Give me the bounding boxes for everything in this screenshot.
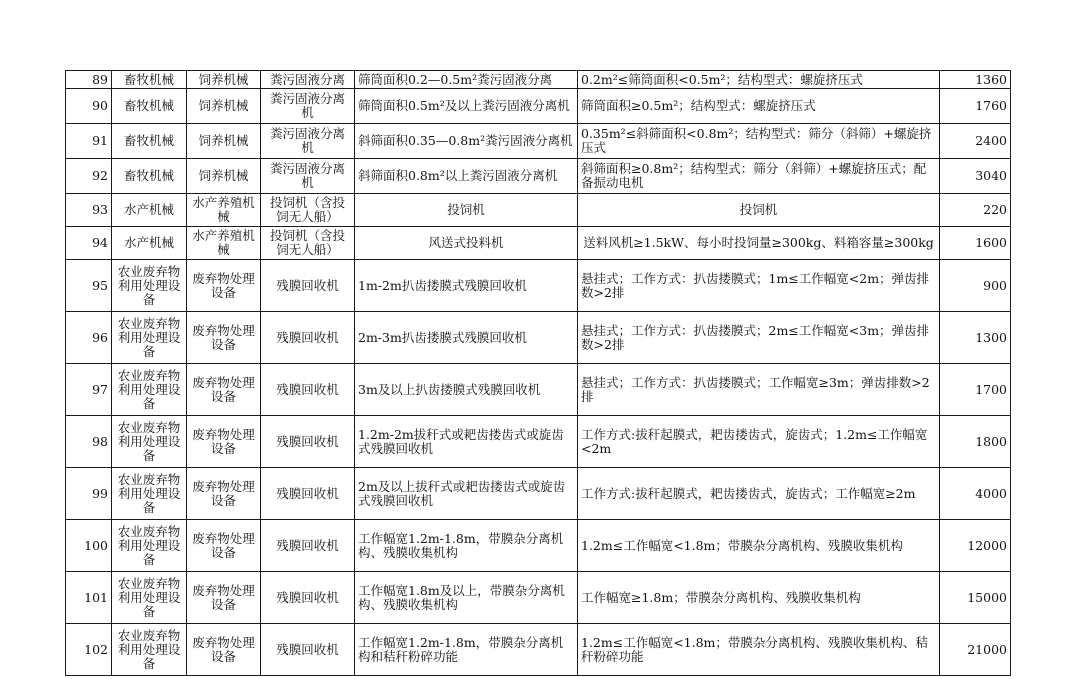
grade-cell [355,159,578,194]
grade-text: 工作幅宽1.8m及以上，带膜杂分离机构、残膜收集机构 [358,583,565,612]
amount-text: 900 [983,278,1007,293]
grade-cell [355,227,578,260]
row-number-text: 94 [92,236,108,250]
subcategory-cell [187,159,261,194]
table-row [66,159,1011,194]
subcategory-text: 废弃物处理设备 [192,427,255,456]
amount-cell [940,159,1011,194]
subcategory-cell [187,312,261,364]
amount-text: 15000 [967,590,1007,605]
spec-text: 0.35m²≤斜筛面积<0.8m²；结构型式：筛分（斜筛）+螺旋挤压式 [581,127,932,155]
table-row [66,520,1011,572]
category-cell [112,312,187,364]
category-text: 农业废弃物利用处理设备 [117,368,181,411]
item-cell [261,416,355,468]
item-cell [261,260,355,312]
row-number-text: 92 [92,169,108,183]
spec-text: 投饲机 [739,203,778,217]
category-cell [112,124,187,159]
grade-text: 风送式投料机 [428,236,504,250]
table-row [66,124,1011,159]
grade-cell [355,312,578,364]
item-text: 粪污固液分离机 [269,92,345,120]
row-number-text: 97 [92,382,108,397]
subcategory-text: 水产养殖机械 [192,229,255,257]
amount-cell [940,520,1011,572]
grade-text: 1.2m-2m拔秆式或耙齿搂齿式或旋齿式残膜回收机 [358,427,564,456]
amount-text: 3040 [975,169,1007,183]
item-cell [261,364,355,416]
row-number-text: 99 [92,486,108,501]
row-number-text: 95 [92,278,108,293]
amount-text: 2400 [975,134,1007,148]
row-number-cell [66,572,112,624]
category-text: 农业废弃物利用处理设备 [117,264,181,307]
row-number-cell [66,364,112,416]
grade-cell [355,416,578,468]
grade-cell [355,260,578,312]
spec-cell [578,159,940,194]
item-cell [261,572,355,624]
spec-text: 工作方式:拔秆起膜式，耙齿搂齿式，旋齿式；1.2m≤工作幅宽<2m [581,427,928,456]
row-number-text: 101 [84,590,108,605]
amount-cell [940,572,1011,624]
item-cell [261,468,355,520]
row-number-cell [66,159,112,194]
item-text: 粪污固液分离 [269,72,345,87]
subcategory-cell [187,624,261,676]
category-cell [112,520,187,572]
spec-text: 斜筛面积≥0.8m²；结构型式：筛分（斜筛）+螺旋挤压式；配备振动电机 [581,162,927,190]
spec-text: 0.2m²≤筛筒面积<0.5m²；结构型式：螺旋挤压式 [581,72,863,87]
item-cell [261,89,355,124]
subcategory-text: 水产养殖机械 [192,196,255,224]
grade-text: 3m及以上扒齿搂膜式残膜回收机 [358,382,541,397]
spec-cell [578,260,940,312]
spec-cell [578,312,940,364]
table-row [66,194,1011,227]
subcategory-text: 废弃物处理设备 [192,635,255,664]
table-row [66,227,1011,260]
item-cell [261,624,355,676]
row-number-cell [66,416,112,468]
row-number-text: 89 [92,72,108,87]
item-text: 残膜回收机 [276,642,339,657]
category-cell [112,227,187,260]
subcategory-text: 废弃物处理设备 [192,583,255,612]
item-text: 残膜回收机 [276,538,339,553]
grade-text: 筛筒面积0.5m²及以上粪污固液分离机 [358,99,570,113]
amount-cell [940,468,1011,520]
grade-cell [355,468,578,520]
spec-cell [578,468,940,520]
amount-cell [940,71,1011,89]
amount-text: 220 [983,203,1007,217]
item-cell [261,520,355,572]
row-number-cell [66,124,112,159]
row-number-cell [66,624,112,676]
item-cell [261,124,355,159]
item-cell [261,71,355,89]
item-text: 投饲机（含投饲无人船） [269,196,345,224]
amount-cell [940,312,1011,364]
subcategory-text: 废弃物处理设备 [192,479,255,508]
amount-cell [940,416,1011,468]
item-text: 残膜回收机 [276,278,339,293]
subcategory-cell [187,260,261,312]
subcategory-text: 废弃物处理设备 [192,375,255,404]
category-text: 农业废弃物利用处理设备 [117,524,181,567]
table-row [66,312,1011,364]
category-text: 农业废弃物利用处理设备 [117,628,181,671]
subcategory-text: 饲养机械 [198,169,249,183]
grade-cell [355,89,578,124]
subcategory-text: 废弃物处理设备 [192,323,255,352]
row-number-text: 98 [92,434,108,449]
category-cell [112,89,187,124]
subcategory-text: 饲养机械 [198,99,249,113]
category-cell [112,159,187,194]
item-text: 残膜回收机 [276,434,339,449]
amount-cell [940,364,1011,416]
spec-cell [578,194,940,227]
subcategory-cell [187,364,261,416]
category-text: 畜牧机械 [123,169,174,183]
table-row [66,260,1011,312]
grade-text: 斜筛面积0.8m²以上粪污固液分离机 [358,169,558,183]
item-cell [261,312,355,364]
item-cell [261,159,355,194]
grade-text: 投饲机 [447,203,485,217]
amount-cell [940,260,1011,312]
spec-text: 工作方式:拔秆起膜式，耙齿搂齿式，旋齿式；工作幅宽≥2m [581,486,916,501]
table-row [66,572,1011,624]
table-row [66,416,1011,468]
item-text: 粪污固液分离机 [269,127,345,155]
spec-text: 1.2m≤工作幅宽<1.8m；带膜杂分离机构、残膜收集机构 [581,538,903,553]
grade-text: 2m-3m扒齿搂膜式残膜回收机 [358,330,527,345]
category-text: 畜牧机械 [123,99,174,113]
amount-cell [940,124,1011,159]
spec-text: 悬挂式；工作方式：扒齿搂膜式；工作幅宽≥3m；弹齿排数>2排 [581,375,930,404]
grade-cell [355,364,578,416]
category-cell [112,71,187,89]
category-text: 畜牧机械 [123,72,174,87]
amount-text: 1600 [975,236,1007,250]
spec-cell [578,124,940,159]
table-row [66,624,1011,676]
subcategory-cell [187,194,261,227]
subcategory-cell [187,572,261,624]
amount-text: 1800 [975,434,1007,449]
spec-text: 1.2m≤工作幅宽<1.8m；带膜杂分离机构、残膜收集机构、秸秆粉碎功能 [581,635,928,664]
category-text: 农业废弃物利用处理设备 [117,472,181,515]
table-row [66,364,1011,416]
category-cell [112,572,187,624]
row-number-text: 90 [92,99,108,113]
amount-text: 1300 [975,330,1007,345]
item-text: 粪污固液分离机 [269,162,345,190]
category-text: 畜牧机械 [123,134,174,148]
item-cell [261,227,355,260]
spec-cell [578,416,940,468]
spec-cell [578,572,940,624]
row-number-text: 93 [92,203,108,217]
item-text: 投饲机（含投饲无人船） [269,229,345,257]
row-number-cell [66,194,112,227]
subcategory-cell [187,71,261,89]
table-body [66,71,1011,676]
row-number-cell [66,520,112,572]
subcategory-cell [187,124,261,159]
grade-text: 2m及以上拔秆式或耙齿搂齿式或旋齿式残膜回收机 [358,479,566,508]
item-cell [261,194,355,227]
grade-text: 筛筒面积0.2—0.5m²粪污固液分离 [358,72,553,87]
subcategory-cell [187,468,261,520]
category-text: 水产机械 [123,203,174,217]
category-cell [112,194,187,227]
spec-cell [578,364,940,416]
grade-cell [355,520,578,572]
category-cell [112,260,187,312]
grade-text: 工作幅宽1.2m-1.8m，带膜杂分离机构和秸秆粉碎功能 [358,635,564,664]
category-cell [112,416,187,468]
amount-text: 1700 [975,382,1007,397]
item-text: 残膜回收机 [276,330,339,345]
subcategory-text: 废弃物处理设备 [192,271,255,300]
category-text: 农业废弃物利用处理设备 [117,420,181,463]
spec-cell [578,71,940,89]
subcategory-cell [187,89,261,124]
spec-cell [578,624,940,676]
amount-cell [940,227,1011,260]
category-cell [112,468,187,520]
item-text: 残膜回收机 [276,590,339,605]
subcategory-text: 饲养机械 [198,72,249,87]
amount-text: 4000 [975,486,1007,501]
spec-text: 悬挂式；工作方式：扒齿搂膜式；1m≤工作幅宽<2m；弹齿排数>2排 [581,271,930,300]
subcategory-cell [187,227,261,260]
spec-cell [578,227,940,260]
table-row [66,468,1011,520]
category-text: 农业废弃物利用处理设备 [117,576,181,619]
amount-text: 21000 [967,642,1007,657]
grade-cell [355,194,578,227]
amount-cell [940,89,1011,124]
subcategory-cell [187,520,261,572]
amount-cell [940,624,1011,676]
category-text: 水产机械 [123,236,174,250]
grade-cell [355,624,578,676]
row-number-cell [66,227,112,260]
row-number-text: 102 [84,642,108,657]
category-cell [112,364,187,416]
subcategory-text: 饲养机械 [198,134,249,148]
spec-cell [578,520,940,572]
spec-text: 送料风机≥1.5kW、每小时投饲量≥300kg、料箱容量≥300kg [583,236,934,250]
row-number-text: 91 [92,134,108,148]
row-number-cell [66,312,112,364]
grade-cell [355,71,578,89]
subsidy-table [65,70,1011,676]
item-text: 残膜回收机 [276,486,339,501]
grade-cell [355,124,578,159]
amount-text: 12000 [967,538,1007,553]
table-row [66,89,1011,124]
row-number-cell [66,71,112,89]
row-number-cell [66,89,112,124]
spec-cell [578,89,940,124]
row-number-cell [66,260,112,312]
grade-cell [355,572,578,624]
row-number-text: 100 [84,538,108,553]
row-number-cell [66,468,112,520]
table-row [66,71,1011,89]
spec-text: 工作幅宽≥1.8m；带膜杂分离机构、残膜收集机构 [581,590,861,605]
row-number-text: 96 [92,330,108,345]
spec-text: 筛筒面积≥0.5m²；结构型式：螺旋挤压式 [581,99,816,113]
category-text: 农业废弃物利用处理设备 [117,316,181,359]
subcategory-text: 废弃物处理设备 [192,531,255,560]
amount-cell [940,194,1011,227]
subcategory-cell [187,416,261,468]
spec-text: 悬挂式；工作方式：扒齿搂膜式；2m≤工作幅宽<3m；弹齿排数>2排 [581,323,930,352]
category-cell [112,624,187,676]
grade-text: 斜筛面积0.35—0.8m²粪污固液分离机 [358,134,573,148]
amount-text: 1760 [975,99,1007,113]
item-text: 残膜回收机 [276,382,339,397]
grade-text: 1m-2m扒齿搂膜式残膜回收机 [358,278,527,293]
amount-text: 1360 [975,72,1007,87]
grade-text: 工作幅宽1.2m-1.8m，带膜杂分离机构、残膜收集机构 [358,531,564,560]
